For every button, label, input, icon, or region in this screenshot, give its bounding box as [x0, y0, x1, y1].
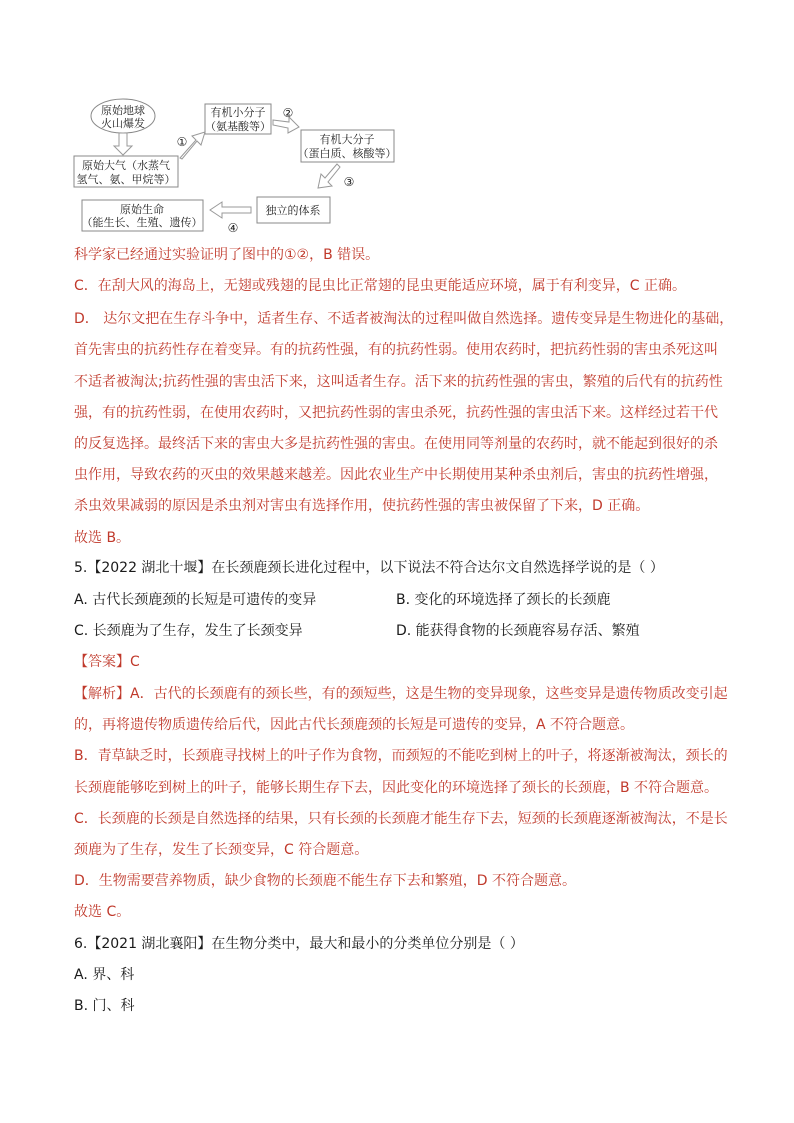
q4-expl-line: C．在刮大风的海岛上，无翅或残翅的昆虫比正常翅的昆虫更能适应环境，属于有利变异，C 正确。	[74, 278, 686, 294]
q4-expl-line: 强，有的抗药性弱，在使用农药时，又把抗药性弱的害虫杀死，抗药性强的害虫活下来。这样经过若干代	[74, 405, 718, 421]
q5-conclusion: 故选 C。	[74, 904, 131, 920]
q5-answer	[74, 652, 140, 672]
origin-of-life-diagram	[0, 0, 794, 240]
q5-stem: 5.【2022 湖北十堰】在长颈鹿颈长进化过程中，以下说法不符合达尔文自然选择学说的是（ ）	[74, 560, 664, 576]
q4-expl-line: 杀虫效果减弱的原因是杀虫剂对害虫有选择作用，使抗药性强的害虫被保留了下来，D 正确。	[74, 498, 650, 514]
node-primitive-earth-line1: 原始地球	[101, 104, 145, 117]
node-primitive-atmosphere-line2: 氢气、氨、甲烷等）	[76, 173, 176, 186]
q5-answer-value: C	[130, 654, 140, 670]
q5-option-c: C. 长颈鹿为了生存，发生了长颈变异	[74, 623, 303, 639]
q4-conclusion: 故选 B。	[74, 530, 131, 546]
arrow-earth-to-atmosphere-icon	[114, 133, 132, 155]
arrow-step-3-icon	[318, 164, 340, 188]
arrow-step-4-icon	[210, 202, 251, 218]
q5-analysis-line: 长颈鹿能够吃到树上的叶子，能够长期生存下去，因此变化的环境选择了颈长的长颈鹿，B 不符合题意。	[74, 780, 719, 796]
q6-option-a: A. 界、科	[74, 967, 135, 983]
q5-option-d: D. 能获得食物的长颈鹿容易存活、繁殖	[396, 623, 640, 639]
q5-analysis-line: A．古代的长颈鹿有的颈长些，有的颈短些，这是生物的变异现象，这些变异是遗传物质改变引起	[130, 686, 728, 702]
q5-analysis-line: C．长颈鹿的长颈是自然选择的结果，只有长颈的长颈鹿才能生存下去，短颈的长颈鹿逐渐被淘汰，不是长	[74, 811, 728, 827]
q5-answer-label: 【答案】	[74, 654, 130, 670]
node-primitive-life-line1: 原始生命	[120, 203, 164, 216]
q4-expl-line: 不适者被淘汰;抗药性强的害虫活下来，这叫适者生存。活下来的抗药性强的害虫，繁殖的后代有的抗药性	[74, 374, 723, 390]
step-2-label: ②	[282, 106, 294, 120]
node-primitive-atmosphere-line1: 原始大气（水蒸气	[82, 159, 170, 172]
q5-option-a: A. 古代长颈鹿颈的长短是可遗传的变异	[74, 592, 317, 608]
q5-analysis-label: 【解析】	[74, 686, 130, 702]
q6-stem: 6.【2021 湖北襄阳】在生物分类中，最大和最小的分类单位分别是（ ）	[74, 936, 524, 952]
node-small-organic-line2: （氨基酸等）	[205, 120, 271, 133]
q5-analysis-line: D．生物需要营养物质，缺少食物的长颈鹿不能生存下去和繁殖，D 不符合题意。	[74, 873, 577, 889]
step-1-label: ①	[176, 135, 188, 149]
q5-analysis-first	[74, 684, 728, 704]
step-3-label: ③	[343, 175, 355, 189]
node-primitive-earth-line2: 火山爆发	[101, 117, 145, 130]
q6-option-b: B. 门、科	[74, 998, 135, 1014]
step-4-label: ④	[227, 221, 239, 235]
node-independent-system-label: 独立的体系	[265, 204, 321, 217]
q5-analysis-line: 颈鹿为了生存，发生了长颈变异，C 符合题意。	[74, 842, 369, 858]
q5-analysis-line: B．青草缺乏时，长颈鹿寻找树上的叶子作为食物，而颈短的不能吃到树上的叶子，将逐渐被淘汰，颈长的	[74, 748, 728, 764]
node-big-organic-line1: 有机大分子	[319, 133, 375, 146]
q5-option-b: B. 变化的环境选择了颈长的长颈鹿	[396, 592, 611, 608]
q4-expl-line: 的反复选择。最终活下来的害虫大多是抗药性强的害虫。在使用同等剂量的农药时，就不能起到很好的杀	[74, 436, 718, 452]
q5-analysis-line: 的，再将遗传物质遗传给后代，因此古代长颈鹿颈的长短是可遗传的变异，A 不符合题意。	[74, 717, 635, 733]
q4-expl-line: 虫作用，导致农药的灭虫的效果越来越差。因此农业生产中长期使用某种杀虫剂后，害虫的抗药性增强，	[74, 467, 718, 483]
q4-expl-line: 首先害虫的抗药性存在着变异。有的抗药性强，有的抗药性弱。使用农药时，把抗药性弱的害虫杀死这叫	[74, 342, 718, 358]
q4-expl-line: 科学家已经通过实验证明了图中的①②，B 错误。	[74, 247, 380, 263]
node-primitive-life-line2: （能生长、生殖、遗传）	[81, 216, 203, 229]
q4-expl-line: D． 达尔文把在生存斗争中，适者生存、不适者被淘汰的过程叫做自然选择。遗传变异是生物进化的基础，	[74, 311, 734, 327]
node-big-organic-line2: （蛋白质、核酸等）	[297, 147, 397, 160]
node-small-organic-line1: 有机小分子	[210, 106, 266, 119]
